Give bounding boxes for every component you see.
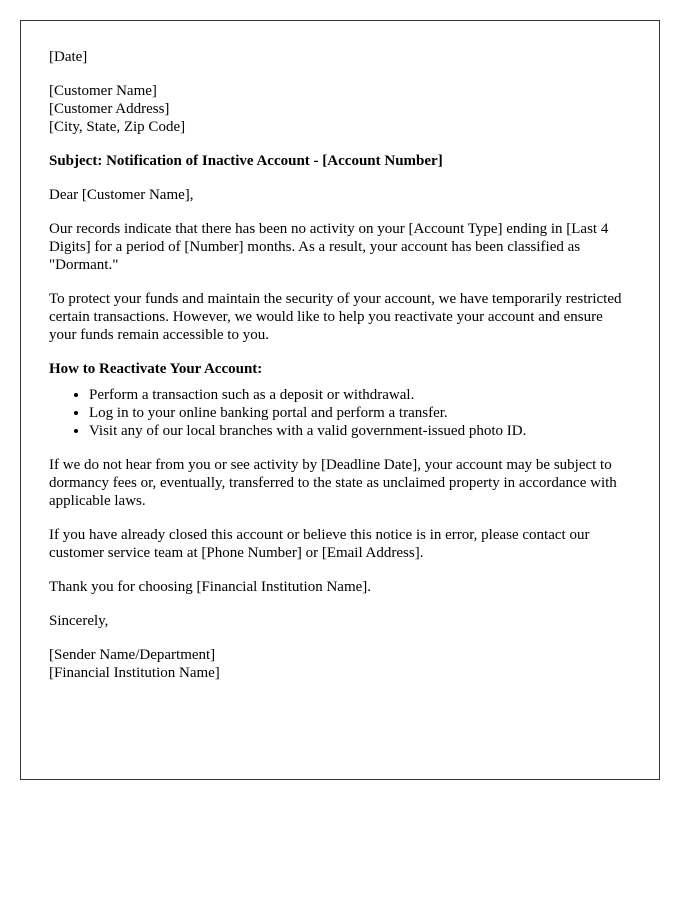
- paragraph-restriction-notice: To protect your funds and maintain the security of your account, we have temporarily restricted certain transactions. However, we would like to help you reactivate your account and ensure your funds remain accessible to you.: [49, 291, 622, 343]
- recipient-address: [Customer Address]: [49, 101, 170, 117]
- recipient-city-state-zip: [City, State, Zip Code]: [49, 119, 186, 135]
- signature-block: [49, 646, 631, 682]
- signature-institution: [Financial Institution Name]: [49, 665, 220, 681]
- paragraph-inactivity-notice: Our records indicate that there has been no activity on your [Account Type] ending in [Last 4 Digits] for a period of [Number] months. As a result, your account has been classified as "Dormant.": [49, 221, 609, 273]
- reactivate-steps-list: [49, 386, 631, 440]
- reactivate-heading: How to Reactivate Your Account:: [49, 361, 263, 377]
- list-item: • Perform a transaction such as a deposit or withdrawal.: [89, 386, 631, 404]
- paragraph-deadline-warning: If we do not hear from you or see activity by [Deadline Date], your account may be subject to dormancy fees or, eventually, transferred to the state as unclaimed property in accordance with applicable laws.: [49, 457, 617, 509]
- list-item: • Log in to your online banking portal and perform a transfer.: [89, 404, 631, 422]
- letter-greeting: Dear [Customer Name],: [49, 187, 194, 203]
- paragraph-contact-info: If you have already closed this account or believe this notice is in error, please contact our customer service team at [Phone Number] or [Email Address].: [49, 527, 590, 561]
- recipient-name: [Customer Name]: [49, 83, 157, 99]
- letter-subject: Subject: Notification of Inactive Account - [Account Number]: [49, 153, 443, 169]
- list-item: • Visit any of our local branches with a valid government-issued photo ID.: [89, 422, 631, 440]
- signature-sender: [Sender Name/Department]: [49, 647, 216, 663]
- letter-date: [Date]: [49, 49, 88, 65]
- letter-page: [20, 20, 660, 780]
- paragraph-thank-you: Thank you for choosing [Financial Institution Name].: [49, 579, 372, 595]
- recipient-address-block: [49, 82, 631, 136]
- letter-closing: Sincerely,: [49, 613, 109, 629]
